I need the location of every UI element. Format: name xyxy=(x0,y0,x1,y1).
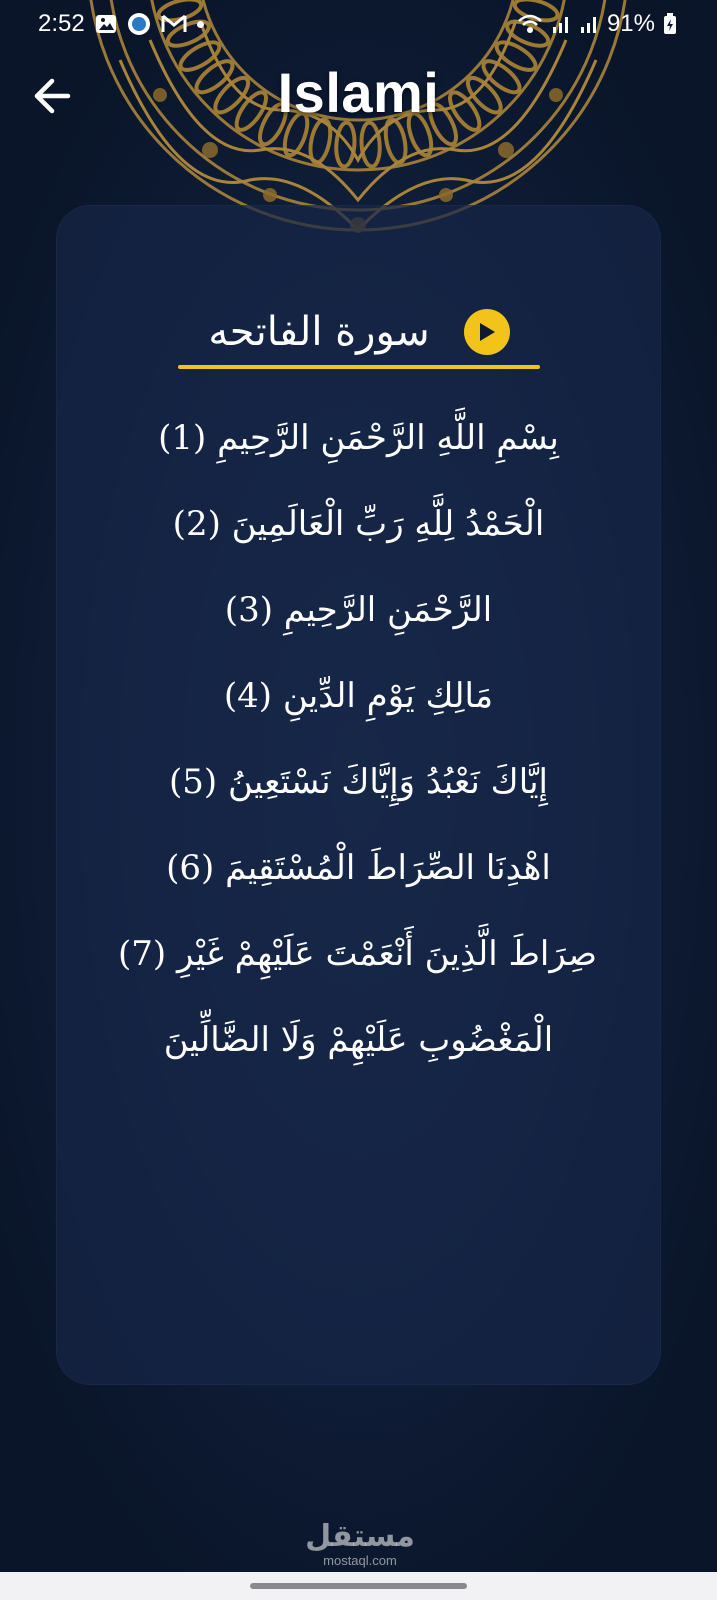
verse-8: الْمَغْضُوبِ عَلَيْهِمْ وَلَا الضَّالِّينَ xyxy=(163,1020,554,1060)
watermark-arabic: مستقل xyxy=(305,1519,415,1554)
verse-2: الْحَمْدُ لِلَّهِ رَبِّ الْعَالَمِينَ (2) xyxy=(172,504,545,544)
status-time: 2:52 xyxy=(38,10,85,37)
verse-3: الرَّحْمَنِ الرَّحِيمِ (3) xyxy=(224,590,493,630)
wifi-icon xyxy=(517,13,543,35)
play-button[interactable] xyxy=(464,309,510,355)
verse-7: صِرَاطَ الَّذِينَ أَنْعَمْتَ عَلَيْهِمْ غَيْرِ (7) xyxy=(118,934,597,974)
verse-1: بِسْمِ اللَّهِ الرَّحْمَنِ الرَّحِيمِ (1) xyxy=(158,418,559,458)
image-icon xyxy=(95,14,117,34)
watermark-latin: mostaql.com xyxy=(323,1553,397,1568)
status-left xyxy=(38,10,204,38)
app-bar xyxy=(0,54,717,134)
sura-title-underline xyxy=(178,365,540,369)
play-icon xyxy=(477,321,497,343)
verse-6: اهْدِنَا الصِّرَاطَ الْمُسْتَقِيمَ (6) xyxy=(166,848,551,888)
status-bar xyxy=(0,0,717,48)
battery-percent: 91% xyxy=(606,10,655,37)
signal-icon xyxy=(551,14,571,34)
verse-5: إِيَّاكَ نَعْبُدُ وَإِيَّاكَ نَسْتَعِينُ (5) xyxy=(169,762,548,802)
status-right xyxy=(517,10,677,38)
sura-header xyxy=(178,297,540,367)
sura-title: سورة الفاتحه xyxy=(208,309,430,355)
verse-4: مَالِكِ يَوْمِ الدِّينِ (4) xyxy=(223,676,494,716)
watermark xyxy=(305,1520,415,1568)
battery-charging-icon xyxy=(663,13,677,35)
app-title: Islami xyxy=(277,61,440,124)
signal-icon-2 xyxy=(579,14,599,34)
app-icon xyxy=(127,12,151,36)
home-gesture-handle[interactable] xyxy=(250,1583,467,1589)
system-nav-bar xyxy=(0,1572,717,1600)
gmail-icon xyxy=(161,14,187,34)
verses-list xyxy=(120,395,597,1083)
notification-dot-icon xyxy=(197,21,204,28)
